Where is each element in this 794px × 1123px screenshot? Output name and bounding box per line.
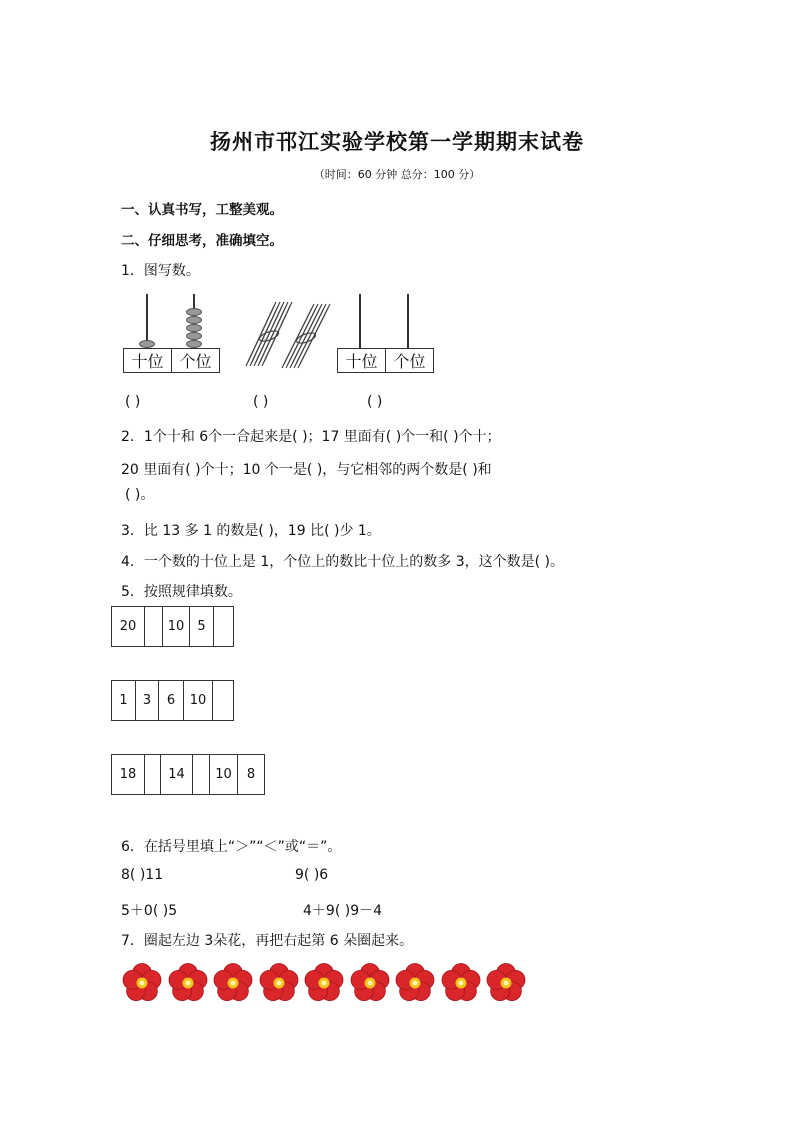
flower-icon[interactable] <box>304 962 344 1004</box>
flower-icon[interactable] <box>350 962 390 1004</box>
flower-icon[interactable] <box>486 962 526 1004</box>
sequence-cell: 10 <box>184 681 213 720</box>
sequence-row-2 <box>111 680 234 721</box>
tens-rod <box>359 294 361 348</box>
flower-icon[interactable] <box>259 962 299 1004</box>
sequence-cell[interactable] <box>145 755 161 794</box>
q6-comparison-b: 9( )6 <box>295 867 329 883</box>
ones-label: 个位 <box>179 352 212 371</box>
sequence-cell: 3 <box>136 681 159 720</box>
flower-icon[interactable] <box>168 962 208 1004</box>
section-1-heading: 一、认真书写，工整美观。 <box>121 202 283 218</box>
tens-label: 十位 <box>338 349 386 372</box>
q6-label: 6．在括号里填上“＞”“＜”或“＝”。 <box>121 839 342 855</box>
flower-icon[interactable] <box>441 962 481 1004</box>
stick-bundles-image <box>240 296 340 374</box>
q2-line-2: 20 里面有( )个十；10 个一是( )，与它相邻的两个数是( )和 <box>121 462 492 478</box>
sequence-row-3 <box>111 754 265 795</box>
stick-bundle-1 <box>246 302 292 366</box>
stick-bundle-2 <box>282 304 330 368</box>
place-value-box <box>337 348 434 373</box>
sequence-cell[interactable] <box>145 607 163 646</box>
sequence-cell: 20 <box>112 607 145 646</box>
q1-answer-blank-1[interactable]: ( ) <box>125 394 141 410</box>
sequence-cell[interactable] <box>193 755 210 794</box>
flower-icon[interactable] <box>395 962 435 1004</box>
tens-label: 十位 <box>124 349 172 372</box>
q1-label: 1．图写数。 <box>121 263 200 279</box>
place-value-box <box>123 348 220 373</box>
sequence-cell: 5 <box>190 607 214 646</box>
flower-row <box>122 962 542 1006</box>
q6-comparison-a: 8( )11 <box>121 867 164 883</box>
sequence-row-1 <box>111 606 234 647</box>
q6-comparison-c: 5＋0( )5 <box>121 903 178 919</box>
ones-rod <box>407 294 409 348</box>
sequence-cell: 1 <box>112 681 136 720</box>
q6-comparison-d: 4＋9( )9－4 <box>303 903 383 919</box>
sequence-cell[interactable] <box>214 607 233 646</box>
bead <box>186 340 202 348</box>
q4-text: 4．一个数的十位上是 1，个位上的数比十位上的数多 3，这个数是( )。 <box>121 554 564 570</box>
q5-label: 5．按照规律填数。 <box>121 584 242 600</box>
flower-icon[interactable] <box>122 962 162 1004</box>
sequence-cell: 10 <box>210 755 238 794</box>
exam-info: （时间：60 分钟 总分：100 分） <box>313 168 481 181</box>
page-title: 扬州市邗江实验学校第一学期期末试卷 <box>210 129 584 154</box>
sequence-cell[interactable] <box>213 681 233 720</box>
q2-line-1: 2．1个十和 6个一合起来是( )；17 里面有( )个一和( )个十； <box>121 429 501 445</box>
q2-line-3: ( )。 <box>125 487 155 503</box>
sequence-cell: 14 <box>161 755 193 794</box>
sequence-cell: 10 <box>163 607 190 646</box>
sequence-cell: 18 <box>112 755 145 794</box>
bead <box>186 332 202 340</box>
bead <box>186 308 202 316</box>
q1-answer-blank-2[interactable]: ( ) <box>253 394 269 410</box>
bead <box>186 324 202 332</box>
q1-answer-blank-3[interactable]: ( ) <box>367 394 383 410</box>
sequence-cell: 8 <box>246 767 256 782</box>
q3-text: 3．比 13 多 1 的数是( )，19 比( )少 1。 <box>121 523 381 539</box>
ones-label: 个位 <box>393 352 426 371</box>
section-2-heading: 二、仔细思考，准确填空。 <box>121 233 283 249</box>
bead <box>186 316 202 324</box>
bead <box>139 340 155 348</box>
sequence-cell: 6 <box>159 681 184 720</box>
flower-icon[interactable] <box>213 962 253 1004</box>
q7-label: 7．圈起左边 3朵花，再把右起第 6 朵圈起来。 <box>121 933 414 949</box>
